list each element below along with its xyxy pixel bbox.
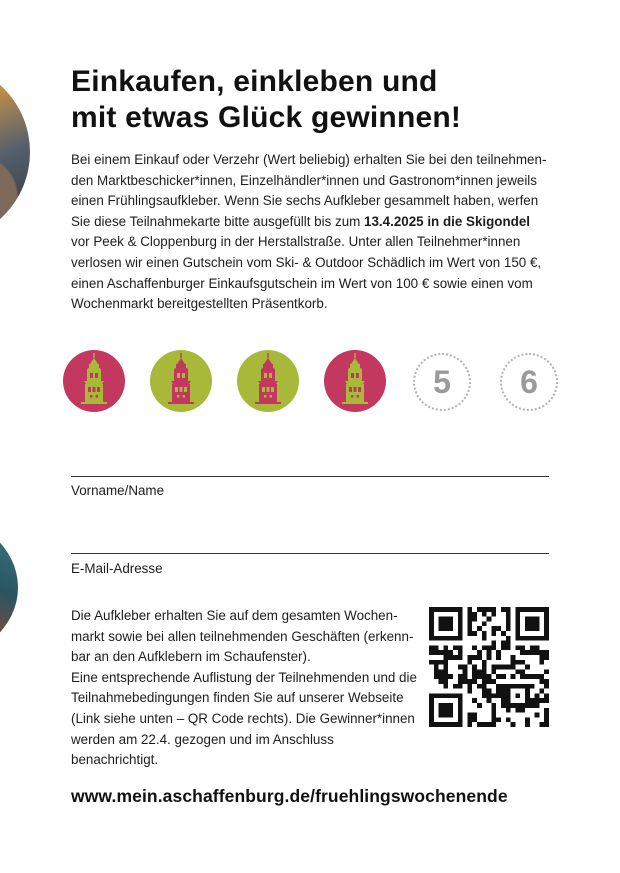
empty-sticker-slot [500, 353, 558, 411]
website-url[interactable]: www.mein.aschaffenburg.de/fruehlingswochenende [71, 786, 508, 806]
slot-number: 5 [433, 363, 451, 400]
sticker-row [63, 350, 563, 416]
intro-text-2: vor Peek & Cloppenburg in der Herstallstraße. Unter allen Teilnehmer*innen verlosen wir einen Gutschein vom Ski- & Outdoor Schädlich im Wert von 150 €, einen Aschaffenburger Einkaufsgutschein im Wert von 100 € sowie einen vom Wochenmarkt bereitgestellten Präsentkorb. [71, 234, 542, 312]
intro-deadline: 13.4.2025 in die Skigondel [364, 213, 530, 229]
castle-tower-sticker [150, 350, 212, 412]
email-line[interactable] [71, 553, 549, 554]
market-photo-middle [0, 515, 18, 660]
castle-tower-sticker [63, 350, 125, 412]
info-text [71, 606, 421, 771]
email-label: E-Mail-Adresse [71, 561, 163, 576]
qr-code-icon[interactable] [429, 607, 549, 727]
empty-sticker-slot [413, 353, 471, 411]
name-label: Vorname/Name [71, 483, 165, 498]
castle-tower-sticker [324, 350, 386, 412]
headline-line-2: mit etwas Glück gewinnen! [71, 101, 462, 134]
castle-tower-icon [237, 350, 299, 412]
name-line[interactable] [71, 476, 549, 477]
intro-paragraph [71, 150, 551, 315]
market-photo-top [0, 62, 30, 242]
castle-tower-icon [150, 350, 212, 412]
headline [71, 64, 541, 136]
castle-tower-sticker [237, 350, 299, 412]
castle-tower-icon [324, 350, 386, 412]
headline-line-1: Einkaufen, einkleben und [71, 65, 438, 98]
info-paragraph-1: Die Aufkleber erhalten Sie auf dem gesamten Wochenmarkt sowie bei allen teilnehmenden Geschäften (erkennbar an den Aufklebern im Schaufenster). [71, 608, 414, 665]
info-paragraph-2: Eine entsprechende Auflistung der Teilnehmenden und die Teilnahmebedingungen finden Sie auf unserer Webseite (Link siehe unten – QR Code rechts). Die Gewinner*innen werden am 22.4. gezogen und im Anschluss benachrichtigt. [71, 669, 417, 768]
intro-text-1: Bei einem Einkauf oder Verzehr (Wert beliebig) erhalten Sie bei den teilnehmenden Marktbeschicker*innen, Einzelhändler*innen und Gastronom*innen jeweils einen Frühlingsaufkleber. Wenn Sie sechs Aufkleber gesammelt haben, werfen Sie diese Teilnahmekarte bitte ausgefüllt bis zum [71, 152, 547, 229]
castle-tower-icon [63, 350, 125, 412]
slot-number: 6 [520, 363, 538, 400]
